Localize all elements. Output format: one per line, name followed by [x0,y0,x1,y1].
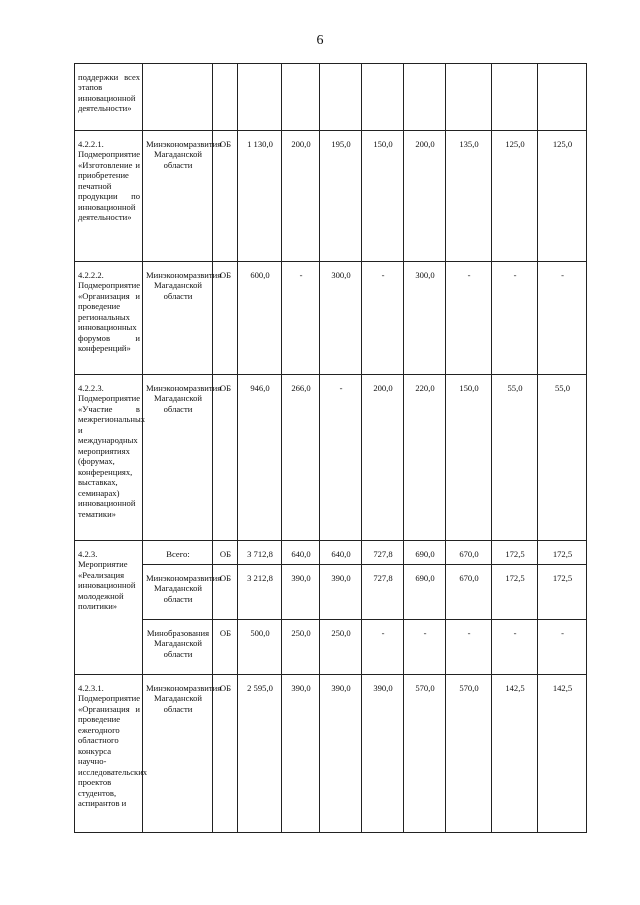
value-cell [538,64,587,131]
value-cell: 135,0 [446,131,492,262]
measure-name-cell: 4.2.3. Мероприятие «Реализация инновационной молодежной политики» [75,541,143,675]
value-cell: 946,0 [238,375,282,541]
source-cell: ОБ [213,131,238,262]
value-cell: 570,0 [404,675,446,833]
value-cell: 172,5 [492,565,538,620]
value-cell: - [320,375,362,541]
source-cell [213,64,238,131]
source-cell: ОБ [213,565,238,620]
value-cell: - [538,262,587,375]
value-cell [492,64,538,131]
value-cell: 390,0 [362,675,404,833]
value-cell: 390,0 [320,565,362,620]
measure-name-cell: поддержки всех этапов инновационной деятельности» [75,64,143,131]
executor-cell: Минэкономразвития Магаданской области [143,131,213,262]
executor-cell: Минэкономразвития Магаданской области [143,675,213,833]
value-cell: 250,0 [320,620,362,675]
value-cell: 200,0 [404,131,446,262]
value-cell: 300,0 [320,262,362,375]
budget-table [74,63,587,833]
table-row [75,675,587,833]
value-cell: - [404,620,446,675]
value-cell: 500,0 [238,620,282,675]
value-cell: - [362,262,404,375]
value-cell: 390,0 [282,565,320,620]
value-cell: 300,0 [404,262,446,375]
value-cell: - [282,262,320,375]
table-row [75,541,587,565]
value-cell: 172,5 [492,541,538,565]
value-cell: 172,5 [538,565,587,620]
value-cell: 125,0 [538,131,587,262]
value-cell [404,64,446,131]
value-cell: 670,0 [446,541,492,565]
value-cell [446,64,492,131]
value-cell: 640,0 [320,541,362,565]
measure-name-cell: 4.2.2.1. Подмероприятие «Изготовление и приобретение печатной продукции по инновационной деятельности» [75,131,143,262]
table-row [75,620,587,675]
value-cell: 125,0 [492,131,538,262]
value-cell: 600,0 [238,262,282,375]
source-cell: ОБ [213,375,238,541]
value-cell: 142,5 [492,675,538,833]
measure-name-cell: 4.2.2.3. Подмероприятие «Участие в межрегиональных и международных мероприятиях (форумах, конференциях, выставках, семинарах) инновационной тематики» [75,375,143,541]
value-cell: 390,0 [320,675,362,833]
value-cell: 670,0 [446,565,492,620]
value-cell: 570,0 [446,675,492,833]
table-row [75,131,587,262]
value-cell: - [538,620,587,675]
value-cell: 150,0 [446,375,492,541]
executor-cell [143,64,213,131]
value-cell [320,64,362,131]
source-cell: ОБ [213,262,238,375]
value-cell: - [446,620,492,675]
value-cell: 150,0 [362,131,404,262]
table-row [75,262,587,375]
executor-cell: Минэкономразвития Магаданской области [143,375,213,541]
source-cell: ОБ [213,675,238,833]
value-cell: 640,0 [282,541,320,565]
value-cell [362,64,404,131]
table-row [75,64,587,131]
value-cell: 727,8 [362,541,404,565]
page-number: 6 [316,33,324,48]
value-cell: 3 212,8 [238,565,282,620]
value-cell: 266,0 [282,375,320,541]
source-cell: ОБ [213,541,238,565]
value-cell: - [446,262,492,375]
value-cell: 142,5 [538,675,587,833]
value-cell: 2 595,0 [238,675,282,833]
value-cell: 250,0 [282,620,320,675]
value-cell: 690,0 [404,541,446,565]
measure-name-cell: 4.2.3.1. Подмероприятие «Организация и проведение ежегодного областного конкурса научно-исследовательских проектов студентов, аспирантов и [75,675,143,833]
value-cell: - [492,620,538,675]
value-cell: 3 712,8 [238,541,282,565]
value-cell: 1 130,0 [238,131,282,262]
value-cell: 727,8 [362,565,404,620]
value-cell: 690,0 [404,565,446,620]
value-cell: - [492,262,538,375]
value-cell: 220,0 [404,375,446,541]
source-cell: ОБ [213,620,238,675]
executor-cell: Всего: [143,541,213,565]
value-cell: 200,0 [282,131,320,262]
executor-cell: Минобразования Магаданской области [143,620,213,675]
value-cell: 55,0 [538,375,587,541]
value-cell: 172,5 [538,541,587,565]
value-cell [282,64,320,131]
value-cell [238,64,282,131]
executor-cell: Минэкономразвития Магаданской области [143,262,213,375]
table-row [75,565,587,620]
table-row [75,375,587,541]
executor-cell: Минэкономразвития Магаданской области [143,565,213,620]
measure-name-cell: 4.2.2.2. Подмероприятие «Организация и проведение региональных инновационных форумов и конференций» [75,262,143,375]
value-cell: - [362,620,404,675]
value-cell: 390,0 [282,675,320,833]
value-cell: 195,0 [320,131,362,262]
value-cell: 200,0 [362,375,404,541]
value-cell: 55,0 [492,375,538,541]
